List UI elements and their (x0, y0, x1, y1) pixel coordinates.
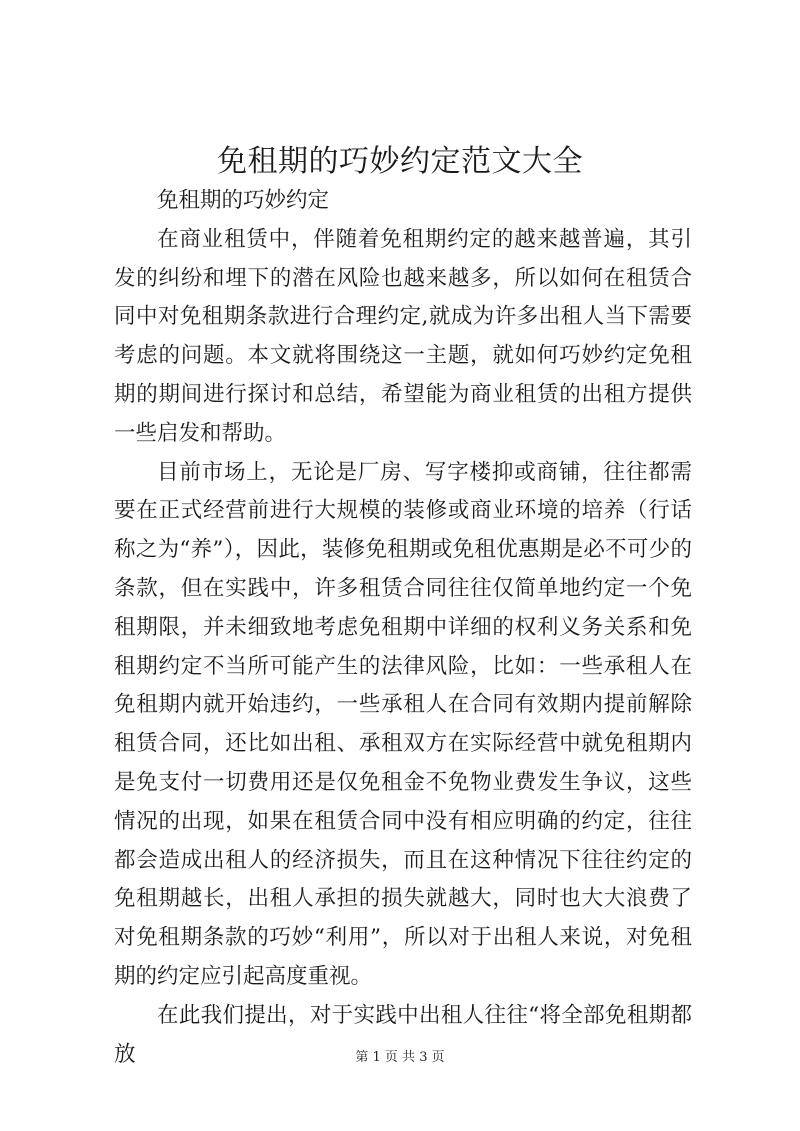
paragraph: 在此我们提出，对于实践中出租人往往“将全部免租期都放 (114, 1002, 692, 1067)
paragraph: 在商业租赁中，伴随着免租期约定的越来越普遍，其引发的纠纷和埋下的潜在风险也越来越多，所以如何在租赁合同中对免租期条款进行合理约定,就成为许多出租人当下需要考虑的问题。本文就将围绕这一主题，就如何巧妙约定免租期的期间进行探讨和总结，希望能为商业租赁的出租方提供一些启发和帮助。 (114, 226, 692, 446)
document-body (114, 182, 692, 1074)
document-title: 免租期的巧妙约定范文大全 (217, 144, 583, 179)
paragraph: 免租期的巧妙约定 (157, 188, 330, 213)
paragraph: 目前市场上，无论是厂房、写字楼抑或商铺，往往都需要在正式经营前进行大规模的装修或商业环境的培养（行话称之为“养”），因此，装修免租期或免租优惠期是必不可少的条款，但在实践中，许多租赁合同往往仅简单地约定一个免租期限，并未细致地考虑免租期中详细的权利义务关系和免租期约定不当所可能产生的法律风险，比如：一些承租人在免租期内就开始违约，一些承租人在合同有效期内提前解除租赁合同，还比如出租、承租双方在实际经营中就免租期内是免支付一切费用还是仅免租金不免物业费发生争议，这些情况的出现，如果在租赁合同中没有相应明确的约定，往往都会造成出租人的经济损失，而且在这种情况下往往约定的免租期越长，出租人承担的损失就越大，同时也大大浪费了对免租期条款的巧妙“利用”，所以对于出租人来说，对免租期的约定应引起高度重视。 (114, 459, 692, 989)
page-number-footer: 第 1 页 共 3 页 (355, 1050, 445, 1065)
